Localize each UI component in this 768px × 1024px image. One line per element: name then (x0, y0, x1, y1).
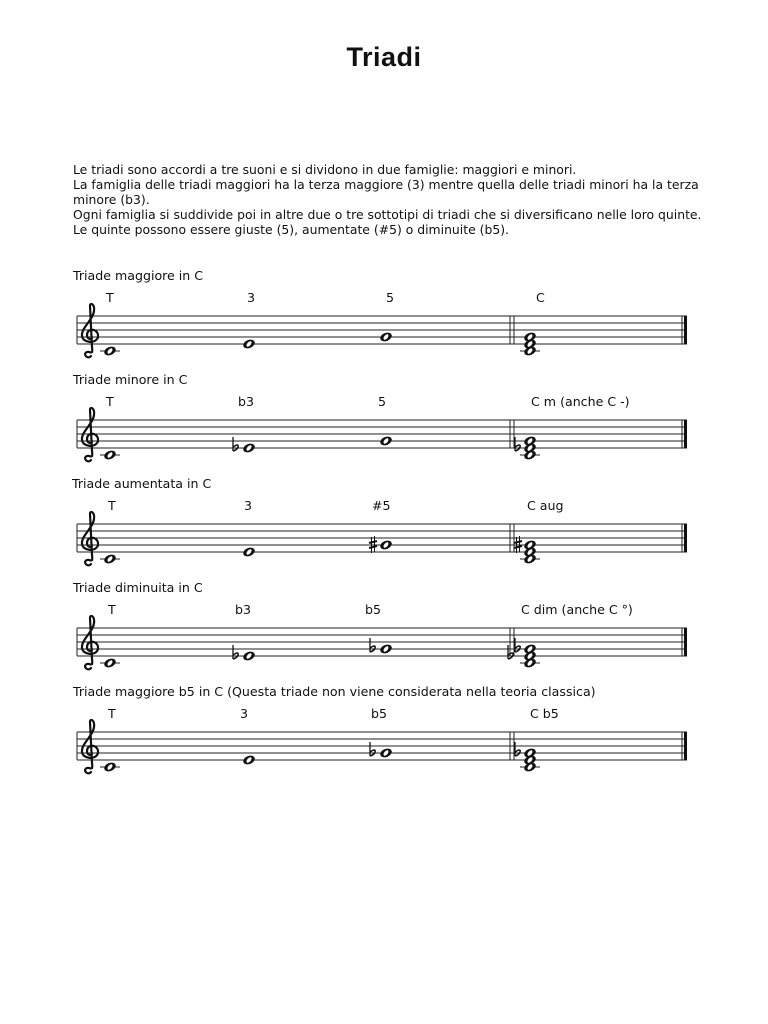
flat-sign (370, 742, 375, 756)
whole-note (379, 747, 393, 759)
flat-sign (233, 645, 238, 659)
treble-clef-icon (82, 304, 98, 357)
whole-note (103, 761, 117, 773)
interval-label: C (536, 290, 545, 305)
music-staff (0, 494, 768, 580)
interval-label: b3 (238, 394, 255, 409)
interval-label: T (108, 498, 116, 513)
interval-label: b5 (371, 706, 388, 721)
intro-paragraph: Le triadi sono accordi a tre suoni e si dividono in due famiglie: maggiori e minori. (73, 162, 577, 177)
interval-label: T (108, 602, 116, 617)
interval-label: C b5 (530, 706, 559, 721)
interval-label: T (108, 706, 116, 721)
treble-clef-icon (82, 512, 98, 565)
treble-clef-icon (82, 616, 98, 669)
triad-chord (508, 638, 540, 669)
interval-label: T (106, 290, 114, 305)
intro-text (73, 162, 703, 237)
section-title: Triade diminuita in C (73, 580, 203, 595)
whole-note (103, 345, 117, 357)
whole-note (379, 331, 393, 343)
triad-chord (514, 536, 540, 565)
interval-label: 3 (240, 706, 249, 721)
interval-label: 3 (247, 290, 256, 305)
whole-note (242, 442, 256, 454)
music-staff (0, 598, 768, 684)
music-staff (0, 390, 768, 476)
interval-label: 5 (386, 290, 395, 305)
music-staff (0, 286, 768, 372)
intro-paragraph: Ogni famiglia si suddivide poi in altre due o tre sottotipi di triadi che si diversificano nelle loro quinte. Le quinte possono essere giuste (5), aumentate (#5) o diminuite (b5). (73, 207, 702, 237)
interval-label: b3 (235, 602, 252, 617)
section-title: Triade minore in C (73, 372, 188, 387)
page-title: Triadi (346, 42, 422, 72)
whole-note (379, 643, 393, 655)
whole-note (242, 338, 256, 350)
flat-sign (515, 638, 520, 652)
section-title: Triade maggiore b5 in C (Questa triade non viene considerata nella teoria classica) (73, 684, 596, 699)
whole-note (379, 539, 393, 551)
whole-note (242, 754, 256, 766)
whole-note (379, 435, 393, 447)
music-staff (0, 702, 768, 788)
treble-clef-icon (82, 408, 98, 461)
interval-label: T (106, 394, 114, 409)
sharp-sign (369, 536, 377, 553)
triad-chord (515, 742, 540, 773)
interval-label: C dim (anche C °) (521, 602, 633, 617)
interval-label: #5 (372, 498, 391, 513)
interval-label: 5 (378, 394, 387, 409)
interval-label: C m (anche C -) (531, 394, 630, 409)
interval-label: C aug (527, 498, 564, 513)
section-title: Triade maggiore in C (73, 268, 204, 283)
flat-sign (233, 437, 238, 451)
whole-note (103, 449, 117, 461)
flat-sign (508, 645, 513, 659)
intro-paragraph: La famiglia delle triadi maggiori ha la terza maggiore (3) mentre quella delle triadi minori ha la terza minore (b3). (73, 177, 699, 207)
flat-sign (370, 638, 375, 652)
interval-label: 3 (244, 498, 253, 513)
flat-sign (515, 437, 520, 451)
whole-note (242, 650, 256, 662)
whole-note (242, 546, 256, 558)
flat-sign (515, 742, 520, 756)
sharp-sign (514, 536, 522, 553)
interval-label: b5 (365, 602, 382, 617)
whole-note (103, 657, 117, 669)
treble-clef-icon (82, 720, 98, 773)
whole-note (103, 553, 117, 565)
section-title: Triade aumentata in C (72, 476, 212, 491)
